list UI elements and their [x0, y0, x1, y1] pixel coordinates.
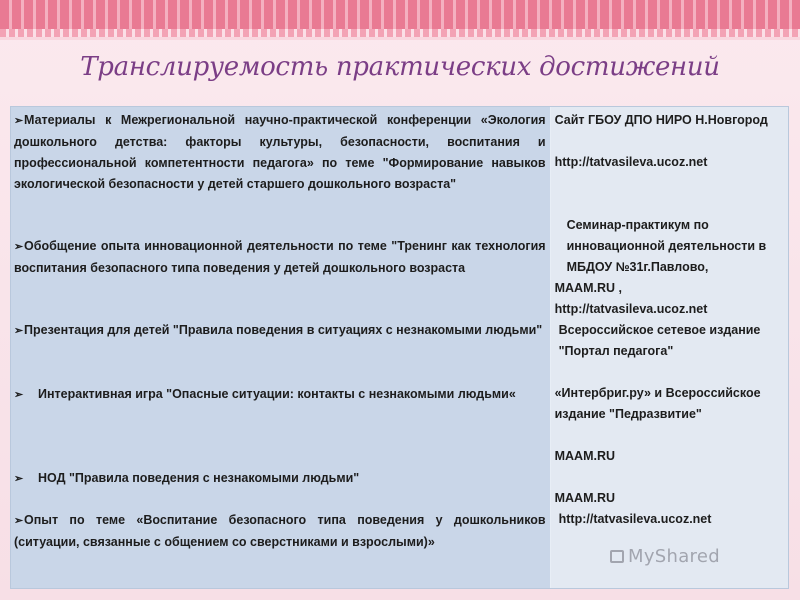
- arrow-bullet-icon: ➢: [14, 325, 24, 337]
- list-item-text: Интерактивная игра "Опасные ситуации: контакты с незнакомыми людьми«: [38, 387, 516, 401]
- publication-line: «Интербриг.ру» и Всероссийское издание "Педразвитие": [554, 386, 761, 421]
- list-item: [14, 468, 546, 510]
- arrow-bullet-icon: ➢: [14, 515, 24, 527]
- list-item: [14, 510, 546, 554]
- list-item-text: НОД "Правила поведения с незнакомыми людьми": [38, 471, 360, 485]
- activities-column: [11, 107, 551, 588]
- list-item: [14, 384, 546, 468]
- publication-link[interactable]: MAAM.RU: [554, 449, 616, 463]
- publication-link[interactable]: http://tatvasileva.ucoz.net: [554, 155, 708, 169]
- arrow-bullet-icon: ➢: [14, 389, 24, 401]
- arrow-bullet-icon: ➢: [14, 241, 24, 253]
- publication-line: Сайт ГБОУ ДПО НИРО Н.Новгород: [554, 113, 768, 127]
- slide-title: Транслируемость практических достижений: [80, 52, 720, 82]
- list-item-text: Обобщение опыта инновационной деятельности по теме "Тренинг как технология воспитания безопасного типа поведения у детей дошкольного возраста: [14, 239, 546, 275]
- cart-icon: [610, 550, 624, 563]
- arrow-bullet-icon: ➢: [14, 473, 24, 485]
- watermark-text: MyShared: [628, 546, 720, 567]
- publication-link[interactable]: http://tatvasileva.ucoz.net: [558, 512, 712, 526]
- publication-link[interactable]: MAAM.RU: [554, 491, 616, 505]
- publication-line: Всероссийское сетевое издание "Портал педагога": [558, 323, 761, 358]
- list-item: [14, 110, 546, 236]
- publication-link[interactable]: http://tatvasileva.ucoz.net: [554, 302, 708, 316]
- publication-link[interactable]: MAAM.RU ,: [554, 281, 622, 295]
- watermark: [610, 546, 720, 567]
- arrow-bullet-icon: ➢: [14, 115, 24, 127]
- list-item-text: Презентация для детей "Правила поведения в ситуациях с незнакомыми людьми": [24, 323, 543, 337]
- list-item: [14, 320, 546, 384]
- list-item-text: Материалы к Межрегиональной научно-практической конференции «Экология дошкольного детства: факторы культуры, безопасности, воспитания и профессиональной компетентности педагога» по теме "Формирование навыков экологической безопасности у детей старшего дошкольного возраста": [14, 113, 546, 191]
- publication-column: [551, 107, 788, 588]
- decorative-top-border: [0, 0, 800, 40]
- list-item-text: Опыт по теме «Воспитание безопасного типа поведения у дошкольников (ситуации, связанные с общением со сверстниками и взрослыми)»: [14, 513, 546, 549]
- list-item: [14, 236, 546, 320]
- achievements-table: [10, 106, 789, 589]
- publication-line: Семинар-практикум по инновационной деятельности в МБДОУ №31г.Павлово,: [566, 218, 767, 274]
